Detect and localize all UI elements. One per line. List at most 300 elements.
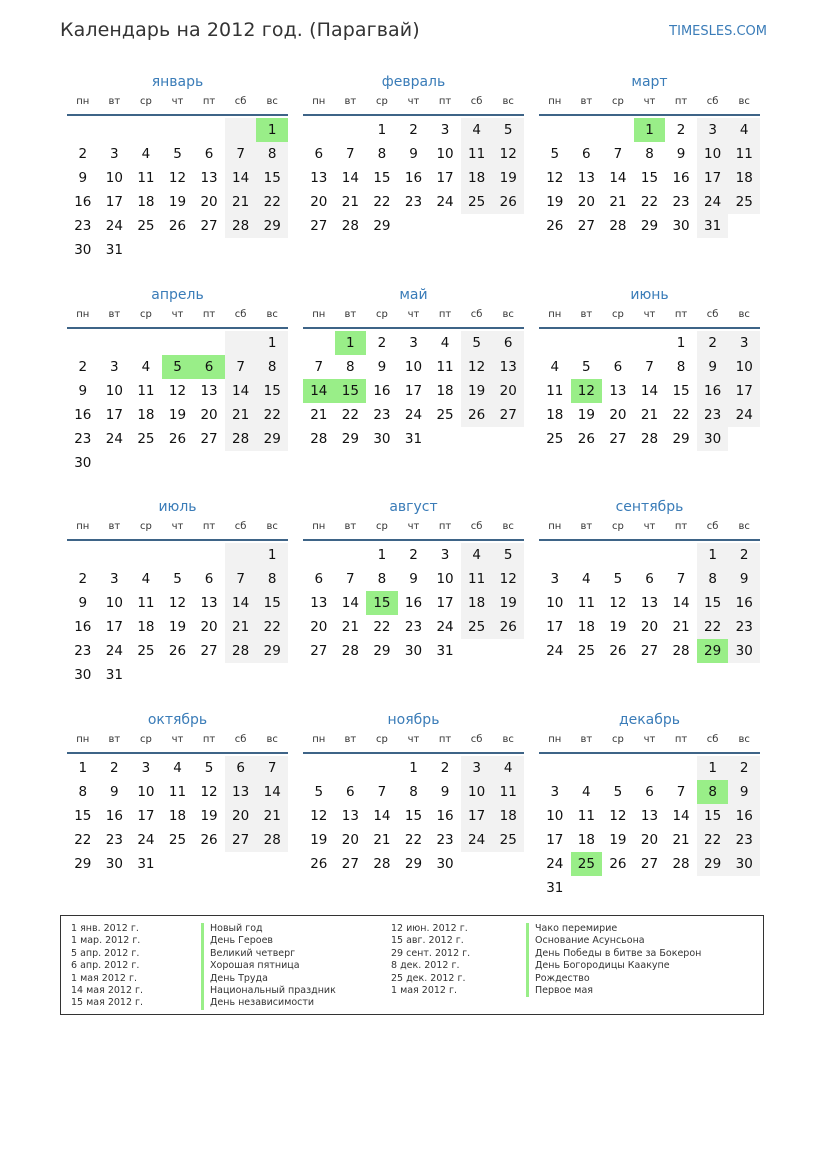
day-cell: 13 bbox=[640, 808, 659, 824]
day-cell: 11 bbox=[137, 595, 155, 611]
day-cell: 15 bbox=[256, 591, 288, 615]
legend-holiday-name: Хорошая пятница bbox=[201, 960, 336, 972]
day-cell: 13 bbox=[609, 383, 627, 399]
weekday-label: пн bbox=[548, 96, 562, 107]
day-cell: 4 bbox=[141, 571, 151, 587]
weekday-label: вс bbox=[502, 734, 514, 745]
month-name: сентябрь bbox=[615, 499, 684, 515]
month-block bbox=[539, 710, 760, 900]
weekday-label: пт bbox=[674, 96, 688, 107]
day-cell: 19 bbox=[577, 407, 595, 423]
holiday-day: 1 bbox=[335, 331, 367, 355]
day-cell: 26 bbox=[609, 643, 627, 659]
day-cell: 10 bbox=[461, 780, 493, 804]
empty-cell bbox=[162, 543, 194, 567]
empty-cell bbox=[256, 238, 288, 262]
weekday-label: пн bbox=[76, 734, 90, 745]
weekday-label: вс bbox=[502, 96, 514, 107]
page-title: Календарь на 2012 год. (Парагвай) bbox=[60, 19, 420, 41]
legend-holiday-date: 25 дек. 2012 г. bbox=[391, 972, 466, 984]
day-cell: 23 bbox=[404, 194, 423, 210]
site-link[interactable]: TIMESLES.COM bbox=[669, 24, 767, 39]
day-cell: 22 bbox=[404, 832, 423, 848]
day-cell: 19 bbox=[310, 832, 328, 848]
weekday-label: ср bbox=[611, 96, 624, 107]
day-cell: 27 bbox=[640, 643, 659, 659]
weekday-label: вс bbox=[738, 96, 750, 107]
weekday-label: пт bbox=[674, 734, 688, 745]
legend-left-names bbox=[201, 923, 336, 1010]
day-cell: 14 bbox=[341, 595, 359, 611]
day-cell: 2 bbox=[78, 571, 88, 587]
day-cell: 21 bbox=[225, 190, 257, 214]
weekday-label: сб bbox=[234, 96, 247, 107]
day-cell: 14 bbox=[373, 808, 391, 824]
day-cell: 1 bbox=[377, 547, 387, 563]
day-cell: 3 bbox=[409, 335, 418, 351]
legend-holiday-date: 12 июн. 2012 г. bbox=[391, 923, 468, 934]
empty-cell bbox=[303, 331, 335, 355]
empty-cell bbox=[665, 876, 697, 900]
weekday-label: вт bbox=[580, 734, 593, 745]
weekday-label: пн bbox=[312, 521, 326, 532]
day-cell: 7 bbox=[314, 359, 324, 375]
holiday-day: 5 bbox=[162, 355, 194, 379]
day-cell: 26 bbox=[168, 643, 187, 659]
weekday-label: ср bbox=[611, 309, 624, 320]
day-cell: 16 bbox=[74, 407, 92, 423]
day-cell: 14 bbox=[256, 780, 288, 804]
weekday-label: вт bbox=[580, 309, 593, 320]
month-block bbox=[67, 710, 288, 876]
day-cell: 20 bbox=[341, 832, 359, 848]
day-cell: 7 bbox=[225, 142, 257, 166]
day-cell: 23 bbox=[74, 218, 92, 234]
day-cell: 17 bbox=[137, 808, 155, 824]
empty-cell bbox=[665, 543, 697, 567]
weekday-label: пт bbox=[674, 521, 688, 532]
holiday-legend bbox=[60, 915, 764, 1015]
day-cell: 25 bbox=[492, 828, 524, 852]
day-cell: 4 bbox=[461, 118, 493, 142]
day-cell: 15 bbox=[697, 591, 729, 615]
day-cell: 20 bbox=[200, 619, 218, 635]
header-rule bbox=[67, 325, 288, 329]
empty-cell bbox=[571, 543, 603, 567]
empty-cell bbox=[366, 756, 398, 780]
day-cell: 28 bbox=[640, 431, 659, 447]
day-cell: 5 bbox=[173, 571, 182, 587]
holiday-day: 15 bbox=[335, 379, 367, 403]
empty-cell bbox=[130, 451, 162, 475]
day-cell: 3 bbox=[697, 118, 729, 142]
day-cell: 28 bbox=[609, 218, 627, 234]
day-cell: 21 bbox=[672, 832, 690, 848]
day-cell: 29 bbox=[672, 431, 690, 447]
month-block bbox=[67, 497, 288, 687]
day-cell: 8 bbox=[645, 146, 654, 162]
day-cell: 29 bbox=[256, 639, 288, 663]
header-rule bbox=[303, 537, 524, 541]
empty-cell bbox=[193, 238, 225, 262]
empty-cell bbox=[634, 331, 666, 355]
empty-cell bbox=[728, 214, 760, 238]
day-cell: 18 bbox=[137, 619, 155, 635]
day-cell: 8 bbox=[409, 784, 418, 800]
month-block bbox=[303, 710, 524, 876]
day-cell: 26 bbox=[168, 218, 187, 234]
day-cell: 28 bbox=[225, 427, 257, 451]
day-cell: 19 bbox=[168, 407, 187, 423]
weekday-label: вс bbox=[502, 521, 514, 532]
weekday-label: пт bbox=[438, 521, 452, 532]
day-cell: 24 bbox=[461, 828, 493, 852]
day-cell: 12 bbox=[200, 784, 218, 800]
day-cell: 23 bbox=[404, 619, 423, 635]
month-name: декабрь bbox=[618, 712, 681, 728]
day-cell: 14 bbox=[672, 595, 690, 611]
day-cell: 27 bbox=[200, 218, 218, 234]
day-cell: 13 bbox=[640, 595, 659, 611]
empty-cell bbox=[99, 118, 131, 142]
legend-holiday-name: Великий четверг bbox=[201, 948, 336, 960]
day-cell: 13 bbox=[200, 170, 218, 186]
weekday-label: вт bbox=[344, 96, 357, 107]
weekday-label: ср bbox=[139, 96, 152, 107]
day-cell: 5 bbox=[173, 146, 182, 162]
day-cell: 13 bbox=[492, 355, 524, 379]
empty-cell bbox=[130, 663, 162, 687]
holiday-day: 8 bbox=[697, 780, 729, 804]
day-cell: 4 bbox=[550, 359, 560, 375]
weekday-label: вт bbox=[580, 96, 593, 107]
day-cell: 12 bbox=[492, 567, 524, 591]
day-cell: 6 bbox=[314, 571, 324, 587]
day-cell: 12 bbox=[461, 355, 493, 379]
day-cell: 23 bbox=[74, 643, 92, 659]
weekday-label: сб bbox=[706, 96, 719, 107]
month-name: октябрь bbox=[147, 712, 208, 728]
day-cell: 27 bbox=[225, 828, 257, 852]
day-cell: 12 bbox=[310, 808, 328, 824]
day-cell: 30 bbox=[697, 427, 729, 451]
day-cell: 16 bbox=[373, 383, 391, 399]
day-cell: 28 bbox=[373, 856, 391, 872]
day-cell: 9 bbox=[697, 355, 729, 379]
empty-cell bbox=[571, 331, 603, 355]
day-cell: 11 bbox=[577, 595, 595, 611]
empty-cell bbox=[571, 118, 603, 142]
day-cell: 20 bbox=[200, 194, 218, 210]
month-block bbox=[67, 285, 288, 475]
day-cell: 20 bbox=[310, 194, 328, 210]
day-cell: 9 bbox=[440, 784, 450, 800]
legend-holiday-date: 1 янв. 2012 г. bbox=[71, 923, 139, 934]
header-rule bbox=[303, 750, 524, 754]
day-cell: 17 bbox=[436, 170, 454, 186]
day-cell: 15 bbox=[672, 383, 690, 399]
month-name: август bbox=[389, 499, 438, 515]
day-cell: 5 bbox=[204, 760, 214, 776]
month-block bbox=[303, 285, 524, 451]
day-cell: 16 bbox=[728, 804, 760, 828]
weekday-label: чт bbox=[407, 521, 420, 532]
empty-cell bbox=[193, 331, 225, 355]
legend-holiday-date: 1 мар. 2012 г. bbox=[71, 935, 141, 947]
empty-cell bbox=[193, 543, 225, 567]
day-cell: 30 bbox=[404, 643, 423, 659]
day-cell: 19 bbox=[546, 194, 564, 210]
holiday-day: 15 bbox=[366, 591, 398, 615]
legend-holiday-date: 1 мая 2012 г. bbox=[391, 984, 457, 996]
empty-cell bbox=[492, 852, 524, 876]
day-cell: 4 bbox=[728, 118, 760, 142]
legend-holiday-date: 15 мая 2012 г. bbox=[71, 997, 144, 1009]
empty-cell bbox=[303, 756, 335, 780]
day-cell: 30 bbox=[728, 852, 760, 876]
day-cell: 29 bbox=[404, 856, 423, 872]
day-cell: 27 bbox=[200, 643, 218, 659]
day-cell: 19 bbox=[609, 619, 627, 635]
day-cell: 21 bbox=[256, 804, 288, 828]
empty-cell bbox=[67, 331, 99, 355]
day-cell: 20 bbox=[310, 619, 328, 635]
holiday-day: 14 bbox=[303, 379, 335, 403]
day-cell: 8 bbox=[346, 359, 355, 375]
day-cell: 18 bbox=[137, 407, 155, 423]
weekday-label: пн bbox=[312, 96, 326, 107]
empty-cell bbox=[99, 543, 131, 567]
weekday-label: пт bbox=[202, 734, 216, 745]
empty-cell bbox=[303, 118, 335, 142]
day-cell: 8 bbox=[256, 142, 288, 166]
empty-cell bbox=[225, 118, 257, 142]
day-cell: 21 bbox=[672, 619, 690, 635]
day-cell: 14 bbox=[341, 170, 359, 186]
weekday-label: вт bbox=[108, 734, 121, 745]
empty-cell bbox=[539, 543, 571, 567]
day-cell: 5 bbox=[492, 543, 524, 567]
day-cell: 27 bbox=[310, 643, 328, 659]
empty-cell bbox=[602, 543, 634, 567]
empty-cell bbox=[193, 663, 225, 687]
day-cell: 9 bbox=[377, 359, 387, 375]
weekday-label: пн bbox=[548, 521, 562, 532]
day-cell: 24 bbox=[105, 218, 123, 234]
empty-cell bbox=[335, 543, 367, 567]
weekday-label: вт bbox=[344, 521, 357, 532]
day-cell: 25 bbox=[137, 218, 155, 234]
day-cell: 2 bbox=[728, 543, 760, 567]
day-cell: 3 bbox=[110, 571, 119, 587]
day-cell: 2 bbox=[409, 547, 418, 563]
day-cell: 7 bbox=[676, 571, 686, 587]
day-cell: 11 bbox=[492, 780, 524, 804]
day-cell: 22 bbox=[373, 619, 391, 635]
day-cell: 17 bbox=[105, 407, 123, 423]
day-cell: 19 bbox=[168, 194, 187, 210]
empty-cell bbox=[602, 756, 634, 780]
day-cell: 12 bbox=[492, 142, 524, 166]
day-cell: 3 bbox=[440, 122, 450, 138]
day-cell: 4 bbox=[582, 571, 591, 587]
day-cell: 21 bbox=[225, 403, 257, 427]
day-cell: 2 bbox=[78, 146, 88, 162]
day-cell: 15 bbox=[256, 379, 288, 403]
weekday-label: вс bbox=[266, 96, 278, 107]
empty-cell bbox=[162, 663, 194, 687]
day-cell: 25 bbox=[461, 615, 493, 639]
month-block bbox=[303, 497, 524, 663]
legend-holiday-name: Чако перемирие bbox=[526, 923, 701, 935]
empty-cell bbox=[130, 118, 162, 142]
legend-holiday-name: День Победы в битве за Бокерон bbox=[526, 948, 701, 960]
weekday-label: пн bbox=[312, 309, 326, 320]
day-cell: 17 bbox=[404, 383, 423, 399]
weekday-label: ср bbox=[139, 309, 152, 320]
day-cell: 28 bbox=[225, 214, 257, 238]
day-cell: 16 bbox=[74, 619, 92, 635]
weekday-label: чт bbox=[407, 96, 420, 107]
day-cell: 8 bbox=[256, 567, 288, 591]
day-cell: 24 bbox=[697, 190, 729, 214]
day-cell: 29 bbox=[697, 852, 729, 876]
day-cell: 10 bbox=[105, 595, 123, 611]
day-cell: 2 bbox=[377, 335, 387, 351]
day-cell: 26 bbox=[492, 615, 524, 639]
day-cell: 22 bbox=[74, 832, 92, 848]
day-cell: 25 bbox=[546, 431, 564, 447]
day-cell: 26 bbox=[200, 832, 218, 848]
day-cell: 25 bbox=[436, 407, 454, 423]
legend-right-dates bbox=[391, 923, 470, 997]
day-cell: 19 bbox=[492, 591, 524, 615]
empty-cell bbox=[461, 852, 493, 876]
empty-cell bbox=[130, 331, 162, 355]
day-cell: 3 bbox=[550, 571, 560, 587]
empty-cell bbox=[162, 118, 194, 142]
empty-cell bbox=[225, 663, 257, 687]
empty-cell bbox=[571, 756, 603, 780]
day-cell: 10 bbox=[546, 808, 564, 824]
empty-cell bbox=[461, 214, 493, 238]
empty-cell bbox=[162, 451, 194, 475]
day-cell: 9 bbox=[78, 383, 88, 399]
empty-cell bbox=[492, 639, 524, 663]
empty-cell bbox=[162, 852, 194, 876]
day-cell: 5 bbox=[613, 784, 623, 800]
empty-cell bbox=[492, 427, 524, 451]
legend-holiday-date: 8 дек. 2012 г. bbox=[391, 960, 460, 972]
header-rule bbox=[303, 112, 524, 116]
weekday-label: вс bbox=[266, 521, 278, 532]
day-cell: 25 bbox=[137, 643, 155, 659]
day-cell: 11 bbox=[461, 567, 493, 591]
day-cell: 16 bbox=[74, 194, 92, 210]
day-cell: 21 bbox=[225, 615, 257, 639]
empty-cell bbox=[634, 876, 666, 900]
day-cell: 2 bbox=[78, 359, 88, 375]
empty-cell bbox=[225, 331, 257, 355]
empty-cell bbox=[225, 543, 257, 567]
legend-holiday-name: Национальный праздник bbox=[201, 985, 336, 997]
day-cell: 6 bbox=[645, 571, 654, 587]
month-block bbox=[539, 497, 760, 663]
weekday-label: вт bbox=[108, 521, 121, 532]
day-cell: 4 bbox=[141, 359, 151, 375]
weekday-label: чт bbox=[643, 309, 656, 320]
day-cell: 7 bbox=[346, 571, 355, 587]
day-cell: 1 bbox=[676, 335, 686, 351]
empty-cell bbox=[539, 118, 571, 142]
day-cell: 23 bbox=[74, 431, 92, 447]
weekday-label: сб bbox=[470, 521, 483, 532]
day-cell: 26 bbox=[168, 431, 187, 447]
day-cell: 27 bbox=[492, 403, 524, 427]
empty-cell bbox=[256, 451, 288, 475]
empty-cell bbox=[335, 118, 367, 142]
day-cell: 28 bbox=[256, 828, 288, 852]
legend-holiday-date: 14 мая 2012 г. bbox=[71, 984, 144, 996]
legend-holiday-date: 15 авг. 2012 г. bbox=[391, 935, 464, 947]
day-cell: 10 bbox=[697, 142, 729, 166]
weekday-label: сб bbox=[706, 521, 719, 532]
day-cell: 24 bbox=[105, 431, 123, 447]
day-cell: 10 bbox=[436, 146, 454, 162]
day-cell: 18 bbox=[461, 591, 493, 615]
header-rule bbox=[67, 750, 288, 754]
day-cell: 26 bbox=[609, 856, 627, 872]
empty-cell bbox=[728, 427, 760, 451]
weekday-label: вс bbox=[738, 309, 750, 320]
day-cell: 22 bbox=[697, 615, 729, 639]
day-cell: 10 bbox=[546, 595, 564, 611]
day-cell: 22 bbox=[256, 615, 288, 639]
day-cell: 10 bbox=[728, 355, 760, 379]
weekday-label: ср bbox=[139, 521, 152, 532]
weekday-label: сб bbox=[706, 734, 719, 745]
weekday-label: сб bbox=[470, 309, 483, 320]
weekday-label: вс bbox=[738, 521, 750, 532]
weekday-label: вт bbox=[344, 734, 357, 745]
day-cell: 26 bbox=[461, 403, 493, 427]
day-cell: 31 bbox=[546, 880, 564, 896]
weekday-label: сб bbox=[706, 309, 719, 320]
day-cell: 20 bbox=[225, 804, 257, 828]
month-block bbox=[539, 285, 760, 451]
day-cell: 28 bbox=[672, 643, 690, 659]
month-name: март bbox=[631, 74, 668, 90]
day-cell: 27 bbox=[310, 218, 328, 234]
legend-left-dates bbox=[71, 923, 143, 1010]
day-cell: 12 bbox=[168, 170, 187, 186]
weekday-label: вт bbox=[580, 521, 593, 532]
day-cell: 24 bbox=[546, 643, 564, 659]
day-cell: 18 bbox=[577, 619, 595, 635]
header-rule bbox=[539, 325, 760, 329]
day-cell: 5 bbox=[461, 331, 493, 355]
month-name: январь bbox=[151, 74, 204, 90]
day-cell: 24 bbox=[728, 403, 760, 427]
day-cell: 14 bbox=[640, 383, 659, 399]
weekday-label: чт bbox=[171, 734, 184, 745]
day-cell: 10 bbox=[105, 383, 123, 399]
weekday-label: пт bbox=[438, 309, 452, 320]
empty-cell bbox=[335, 756, 367, 780]
day-cell: 24 bbox=[546, 856, 564, 872]
empty-cell bbox=[665, 756, 697, 780]
weekday-label: пт bbox=[202, 521, 216, 532]
